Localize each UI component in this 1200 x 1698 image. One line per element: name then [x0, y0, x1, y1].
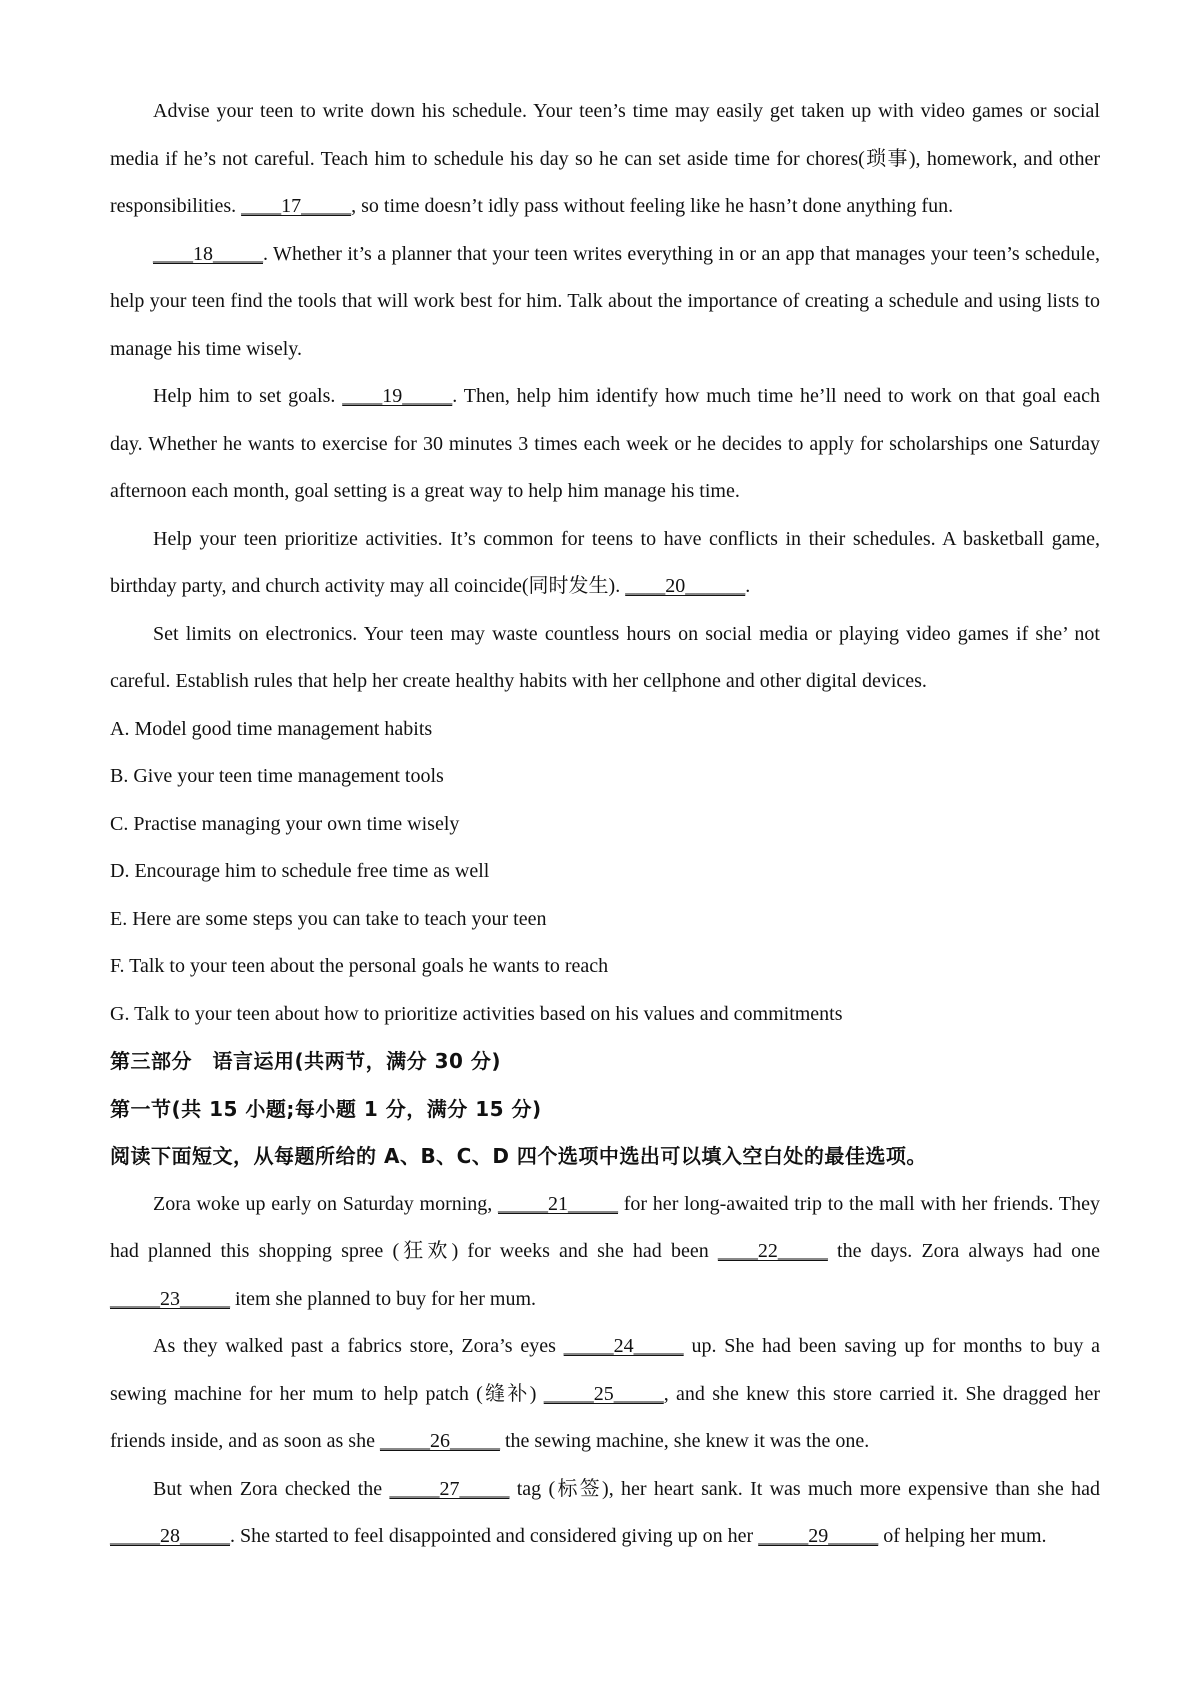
- answer-blank-25: _____25_____: [543, 1382, 664, 1405]
- text-segment: the days. Zora always had one: [827, 1240, 1100, 1262]
- option-f: F. Talk to your teen about the personal goals he wants to reach: [110, 955, 609, 977]
- answer-blank-20: ____20______: [625, 575, 746, 597]
- passage2-paragraph-3: [110, 1466, 1100, 1561]
- answer-blank-26: _____26_____: [379, 1430, 500, 1452]
- text-segment: tag (标签), her heart sank. It was much more expensive than she had: [509, 1477, 1100, 1500]
- option-b: B. Give your teen time management tools: [110, 765, 444, 787]
- answer-blank-22: ____22_____: [717, 1240, 828, 1262]
- text-segment: . Then, help him identify how much time he’ll need to work on that goal each day. Whether he wants to exercise for 30 minutes 3 times each week or he decides to apply for scholarships one Saturday afternoon each month, goal setting is a great way to help him manage his time.: [110, 385, 1101, 502]
- answer-blank-19: ____19_____: [342, 385, 453, 407]
- passage1-paragraph-5: [110, 611, 1100, 706]
- text-segment: up. She had been saving up for months to buy a sewing machine for her mum to help patch (缝补): [110, 1335, 1101, 1405]
- text-segment: .: [745, 575, 751, 597]
- text-segment: for her long-awaited trip to the mall with her friends. They had planned this shopping spree (狂欢) for weeks and she had been: [110, 1192, 1100, 1262]
- text-segment: , so time doesn’t idly pass without feeling like he hasn’t done anything fun.: [351, 195, 954, 217]
- text-segment: item she planned to buy for her mum.: [230, 1287, 537, 1310]
- text-segment: But when Zora checked the: [153, 1477, 390, 1500]
- answer-blank-21: _____21_____: [498, 1192, 619, 1215]
- text-segment: Advise your teen to write down his schedule. Your teen’s time may easily get taken up with video games or social media if he’s not careful. Teach him to schedule his day so he can set aside time for chores(琐事), homework, and other responsibilities.: [110, 100, 1100, 217]
- passage1-paragraph-1: [110, 88, 1100, 231]
- answer-blank-28: _____28_____: [110, 1525, 230, 1547]
- answer-blank-29: _____29_____: [758, 1525, 879, 1547]
- answer-blank-17: ____17_____: [241, 195, 352, 217]
- answer-blank-18: ____18_____: [153, 242, 263, 265]
- answer-blank-27: _____27_____: [389, 1477, 510, 1500]
- text-segment: Set limits on electronics. Your teen may waste countless hours on social media or playing video games if she’ not careful. Establish rules that help her create healthy habits with her cellphone and other digital devices.: [110, 622, 1100, 692]
- section-heading: 第三部分 语言运用(共两节，满分 30 分): [110, 1049, 502, 1073]
- text-segment: . Whether it’s a planner that your teen writes everything in or an app that manages your teen’s schedule, help your teen find the tools that will work best for him. Talk about the importance of creating a schedule and using lists to manage his time wisely.: [110, 242, 1100, 360]
- text-segment: , and she knew this store carried it. She dragged her friends inside, and as soon as she: [110, 1382, 1101, 1452]
- subsection-heading: 第一节(共 15 小题;每小题 1 分，满分 15 分): [110, 1096, 542, 1121]
- passage1-paragraph-4: [110, 516, 1100, 611]
- option-c: C. Practise managing your own time wisely: [110, 812, 460, 835]
- passage2-paragraph-2: [110, 1323, 1100, 1466]
- passage1-paragraph-3: [110, 373, 1100, 516]
- option-g: G. Talk to your teen about how to prioritize activities based on his values and commitments: [110, 1002, 843, 1025]
- text-segment: . She started to feel disappointed and considered giving up on her: [230, 1525, 759, 1547]
- answer-blank-24: _____24_____: [563, 1335, 684, 1357]
- text-segment: the sewing machine, she knew it was the one.: [499, 1430, 870, 1452]
- text-segment: Help your teen prioritize activities. It’s common for teens to have conflicts in their schedules. A basketball game, birthday party, and church activity may all coincide(同时发生).: [110, 527, 1100, 597]
- text-segment: of helping her mum.: [878, 1525, 1047, 1547]
- text-segment: Help him to set goals.: [153, 385, 343, 407]
- document-page: [110, 88, 1100, 1561]
- answer-blank-23: _____23_____: [110, 1287, 230, 1310]
- instructions: 阅读下面短文，从每题所给的 A、B、C、D 四个选项中选出可以填入空白处的最佳选项。: [110, 1144, 927, 1168]
- passage1-paragraph-2: [110, 231, 1100, 374]
- text-segment: Zora woke up early on Saturday morning,: [153, 1192, 499, 1215]
- option-e: E. Here are some steps you can take to teach your teen: [110, 907, 547, 930]
- text-segment: As they walked past a fabrics store, Zora’s eyes: [153, 1335, 564, 1357]
- passage2-paragraph-1: [110, 1181, 1100, 1324]
- option-d: D. Encourage him to schedule free time as well: [110, 860, 490, 882]
- option-a: A. Model good time management habits: [110, 717, 433, 740]
